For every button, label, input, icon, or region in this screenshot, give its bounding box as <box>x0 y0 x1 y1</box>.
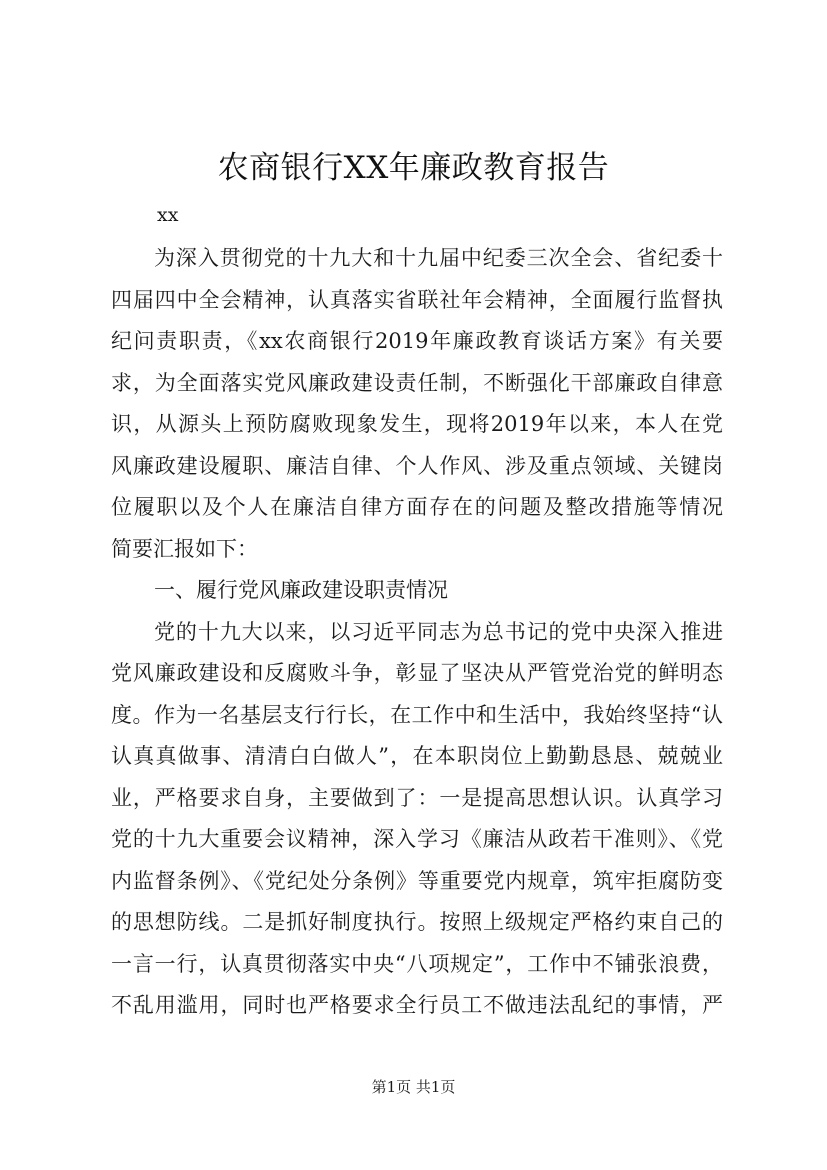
body-line: 党的十九大以来，以习近平同志为总书记的党中央深入推进 <box>154 619 723 644</box>
body-line: 为深入贯彻党的十九大和十九届中纪委三次全会、省纪委十 <box>154 246 723 270</box>
document-title: 农商银行XX年廉政教育报告 <box>217 150 610 186</box>
body-line: 四届四中全会精神，认真落实省联社年会精神，全面履行监督执 <box>111 287 723 312</box>
body-line: 简要汇报如下： <box>111 536 258 561</box>
body-line: 不乱用滥用，同时也严格要求全行员工不做违法乱纪的事情，严 <box>111 993 723 1017</box>
body-line: 认真真做事、清清白白做人”，在本职岗位上勤勤恳恳、兢兢业 <box>111 744 723 768</box>
section-heading: 一、履行党风廉政建设职责情况 <box>154 578 448 602</box>
body-line: 党的十九大重要会议精神，深入学习《廉洁从政若干准则》、《党 <box>111 827 723 851</box>
body-line: 求，为全面落实党风廉政建设责任制，不断强化干部廉政自律意 <box>111 370 723 395</box>
document-author: xx <box>157 204 179 226</box>
document-body <box>111 238 723 1027</box>
body-line: 内监督条例》、《党纪处分条例》等重要党内规章，筑牢拒腐防变 <box>111 868 723 893</box>
body-line: 位履职以及个人在廉洁自律方面存在的问题及整改措施等情况 <box>111 495 723 519</box>
body-line: 识，从源头上预防腐败现象发生，现将2019年以来，本人在党 <box>111 412 723 436</box>
page-number-footer: 第1页 共1页 <box>371 1078 456 1096</box>
body-line: 的思想防线。二是抓好制度执行。按照上级规定严格约束自己的 <box>111 910 723 934</box>
body-line: 一言一行，认真贯彻落实中央“八项规定”，工作中不铺张浪费， <box>111 951 723 976</box>
body-line: 党风廉政建设和反腐败斗争，彰显了坚决从严管党治党的鲜明态 <box>111 661 723 685</box>
body-line: 业，严格要求自身，主要做到了：一是提高思想认识。认真学习 <box>111 785 723 810</box>
body-line: 纪问责职责，《xx农商银行2019年廉政教育谈话方案》有关要 <box>111 329 723 353</box>
body-line: 风廉政建设履职、廉洁自律、个人作风、涉及重点领域、关键岗 <box>111 453 723 478</box>
body-line: 度。作为一名基层支行行长，在工作中和生活中，我始终坚持“认 <box>111 702 723 727</box>
